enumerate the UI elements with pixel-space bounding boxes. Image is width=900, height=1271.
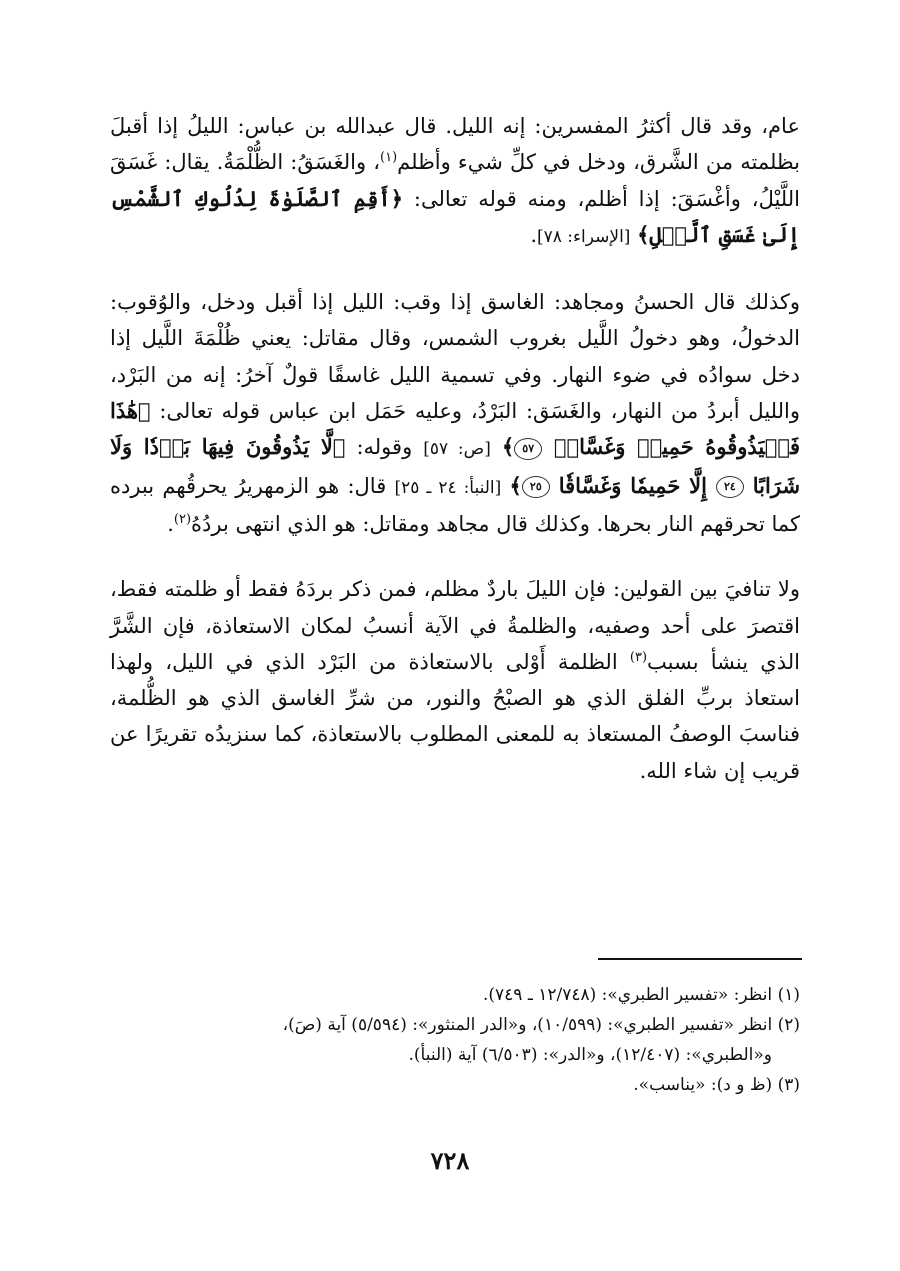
footnotes xyxy=(110,980,800,1100)
footnote-2 xyxy=(110,1010,800,1040)
footnote-ref-2[interactable]: (٢) xyxy=(173,511,192,527)
quran-verse-sad-text: ﴿هَٰذَا فَلۡيَذُوقُوهُ حَمِيمٞ وَغَسَّاقٞ xyxy=(110,398,800,460)
paragraph-1 xyxy=(110,108,800,255)
paragraph-1-end: . xyxy=(530,222,537,247)
footnote-2-continued xyxy=(110,1040,800,1070)
ayah-number-25: ٢٥ xyxy=(522,476,550,498)
verse-ref-isra: [الإسراء: ٧٨] xyxy=(537,226,631,247)
verse-ref-naba: [النبأ: ٢٤ ـ ٢٥] xyxy=(394,477,502,498)
footnote-ref-1[interactable]: (١) xyxy=(380,150,398,166)
ayah-number-24: ٢٤ xyxy=(716,476,744,498)
footnote-number: (٣) xyxy=(777,1075,800,1095)
footnote-number: (١) xyxy=(777,985,800,1005)
paragraph-2-text-cont: وقوله: xyxy=(345,435,424,460)
footnote-ref-3[interactable]: (٣) xyxy=(629,649,648,665)
main-text xyxy=(110,108,800,789)
footnote-1 xyxy=(110,980,800,1010)
quran-verse-naba-close: ﴾ xyxy=(509,472,522,498)
paragraph-1-text: عام، وقد قال أكثرُ المفسرين: إنه الليل. قال عبدالله بن عباس: الليلُ إذا أقبلَ بظلمته من الشَّرق، ودخل في كلِّ شيء وأظلم xyxy=(110,114,800,175)
footnote-text: انظر «تفسير الطبري»: (١٠/٥٩٩)، و«الدر المنثور»: (٥/٥٩٤) آية (صَ)، xyxy=(282,1015,773,1035)
quran-verse-naba-24: ﴿لَّا يَذُوقُونَ فِيهَا بَرۡدٗا وَلَا شَرَابًا xyxy=(110,434,801,498)
paragraph-2-end: . xyxy=(167,511,174,536)
footnote-number: (٢) xyxy=(777,1015,800,1035)
paragraph-2-text-end: قال: هو الزمهريرُ يحرقُهم ببرده كما تحرقهم النار بحرها. وكذلك قال مجاهد ومقاتل: هو الذي انتهى بردُهُ xyxy=(110,473,800,536)
paragraph-1-text-cont: ، والغَسَقُ: الظُّلْمَةُ. يقال: غَسَقَ اللَّيْلُ، وأغْسَقَ: إذا أظلم، ومنه قوله تعالى: xyxy=(110,150,800,211)
footnote-text: انظر: «تفسير الطبري»: (١٢/٧٤٨ ـ ٧٤٩). xyxy=(482,985,773,1005)
footnote-text-cont: و«الطبري»: (١٢/٤٠٧)، و«الدر»: (٦/٥٠٣) آية (النبأ). xyxy=(408,1045,772,1065)
paragraph-3 xyxy=(110,571,800,789)
quran-verse-sad-close: ﴾ xyxy=(501,434,515,460)
footnote-3 xyxy=(110,1070,800,1100)
verse-ref-sad: [ص: ٥٧] xyxy=(423,439,491,460)
paragraph-3-text: ولا تنافيَ بين القولين: فإن الليلَ باردٌ مظلم، فمن ذكر بردَهُ فقط أو ظلمته فقط، اقتصرَ على أحد وصفيه، والظلمةُ في الآية أنسبُ لمكان الاستعاذة، فإن الشَّرَّ الذي ينشأ بسبب xyxy=(110,577,800,674)
quran-verse-isra: ﴿أَقِمِ ٱلصَّلَوٰةَ لِدُلُوكِ ٱلشَّمْسِ إِلَىٰ غَسَقِ ٱلَّيۡلِ﴾ xyxy=(110,185,800,247)
quran-verse-naba-25: إِلَّا حَمِيمٗا وَغَسَّاقٗا xyxy=(558,472,707,498)
paragraph-2 xyxy=(110,284,800,542)
footnote-text: (ظ و د): «يناسب». xyxy=(633,1075,773,1095)
paragraph-3-text-cont: الظلمة أَوْلى بالاستعاذة من البَرْد الذي في الليل، ولهذا استعاذ بربِّ الفلق الذي هو الصبْحُ والنور، من شرِّ الغاسق الذي هو الظُّلمة، فناسبَ الوصفُ المستعاذ به للمعنى المطلوب بالاستعاذة، كما سنزيدُه تقريرًا عن قريب إن شاء الله. xyxy=(110,649,800,783)
page-number: ٧٢٨ xyxy=(430,1146,470,1175)
ayah-number-57: ٥٧ xyxy=(514,438,542,460)
footnote-divider xyxy=(598,958,802,960)
paragraph-2-text: وكذلك قال الحسنُ ومجاهد: الغاسق إذا وقب: الليل إذا أقبل ودخل، والوُقوب: الدخولُ، وهو دخولُ اللَّيل بغروب الشمس، وقال مقاتل: يعني ظُلْمَةَ اللَّيل إذا دخل سوادُه في ضوء النهار. وفي تسمية الليل غاسقًا قولٌ آخرُ: إنه من البَرْد، والليل أبردُ من النهار، والغَسَق: البَرْدُ، وعليه حَمَل ابن عباس قوله تعالى: xyxy=(110,290,801,424)
